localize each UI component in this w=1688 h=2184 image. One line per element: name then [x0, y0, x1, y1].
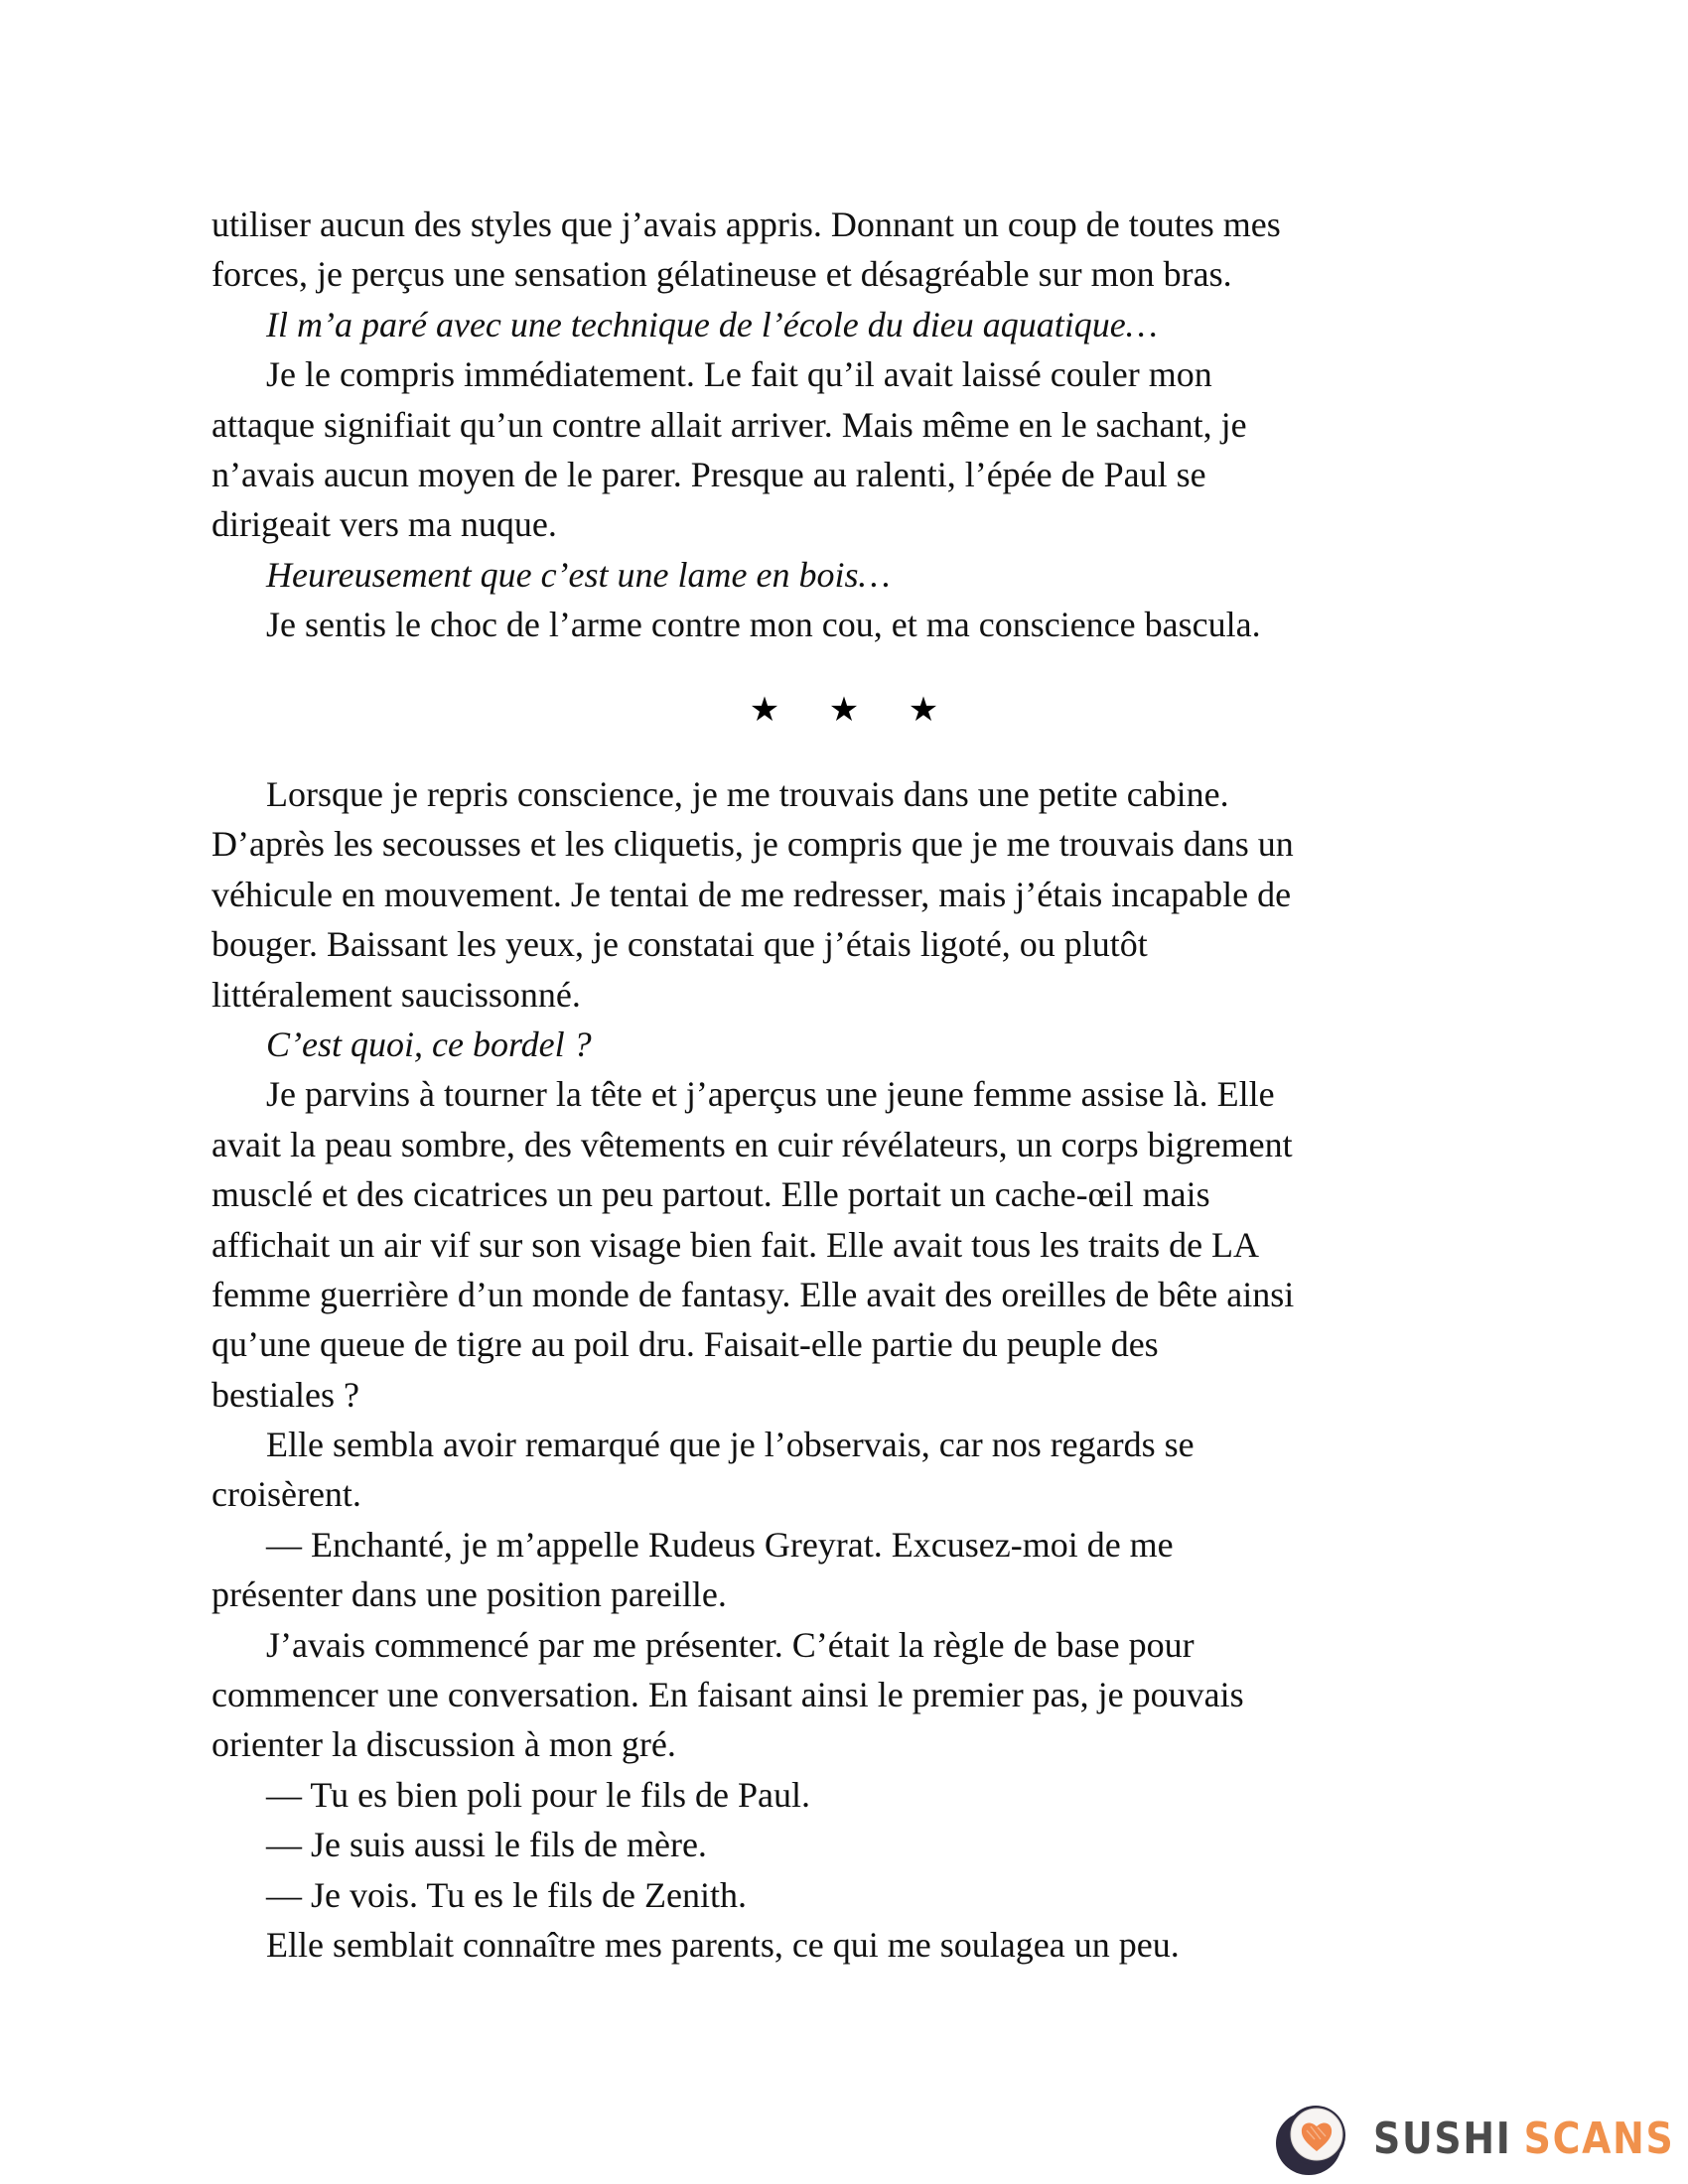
text-line: Elle semblait connaître mes parents, ce qui me soulagea un peu.: [266, 1924, 1180, 1965]
sushi-roll-heart-icon: [1271, 2100, 1356, 2179]
text-line: — Enchanté, je m’appelle Rudeus Greyrat. Excusez-moi de me: [266, 1524, 1174, 1565]
text-line: commencer une conversation. En faisant ainsi le premier pas, je pouvais: [211, 1675, 1244, 1715]
text-line: J’avais commencé par me présenter. C’était la règle de base pour: [266, 1624, 1195, 1665]
text-line: dirigeait vers ma nuque.: [211, 504, 557, 545]
text-line: affichait un air vif sur son visage bien fait. Elle avait tous les traits de LA: [211, 1224, 1260, 1265]
text-line: femme guerrière d’un monde de fantasy. Elle avait des oreilles de bête ainsi: [211, 1274, 1295, 1314]
scene-break: [735, 685, 953, 735]
text-line: croisèrent.: [211, 1474, 361, 1515]
text-line: musclé et des cicatrices un peu partout. Elle portait un cache-œil mais: [211, 1174, 1210, 1215]
text-line: Je sentis le choc de l’arme contre mon cou, et ma conscience bascula.: [266, 605, 1261, 645]
text-line: Heureusement que c’est une lame en bois…: [266, 554, 891, 595]
star-icon: ★: [749, 690, 780, 730]
text-line: attaque signifiait qu’un contre allait arriver. Mais même en le sachant, je: [211, 404, 1247, 445]
text-line: — Je vois. Tu es le fils de Zenith.: [266, 1874, 747, 1915]
star-icon: ★: [828, 690, 860, 730]
logo-word-sushi: SUSHI: [1373, 2114, 1512, 2164]
logo-wordmark: [1373, 2115, 1674, 2164]
text-line: Je parvins à tourner la tête et j’aperçus une jeune femme assise là. Elle: [266, 1074, 1275, 1115]
text-block-before-break: [211, 200, 1502, 650]
text-line: Elle sembla avoir remarqué que je l’observais, car nos regards se: [266, 1425, 1195, 1465]
text-block-after-break: [211, 769, 1502, 1970]
text-line: littéralement saucissonné.: [211, 974, 581, 1015]
text-line: D’après les secousses et les cliquetis, je compris que je me trouvais dans un: [211, 824, 1294, 865]
sushi-scans-logo: [1271, 2100, 1688, 2179]
text-line: Il m’a paré avec une technique de l’école du dieu aquatique…: [266, 304, 1158, 344]
text-line: bestiales ?: [211, 1374, 359, 1415]
text-line: bouger. Baissant les yeux, je constatai que j’étais ligoté, ou plutôt: [211, 924, 1148, 965]
text-line: véhicule en mouvement. Je tentai de me redresser, mais j’étais incapable de: [211, 874, 1292, 914]
text-line: — Je suis aussi le fils de mère.: [266, 1825, 707, 1865]
text-line: orienter la discussion à mon gré.: [211, 1724, 676, 1765]
text-line: n’avais aucun moyen de le parer. Presque au ralenti, l’épée de Paul se: [211, 454, 1206, 494]
star-icon: ★: [908, 690, 939, 730]
text-line: présenter dans une position pareille.: [211, 1574, 727, 1615]
text-line: Je le compris immédiatement. Le fait qu’il avait laissé couler mon: [266, 354, 1212, 395]
text-line: — Tu es bien poli pour le fils de Paul.: [266, 1774, 810, 1815]
text-line: Lorsque je repris conscience, je me trouvais dans une petite cabine.: [266, 774, 1229, 814]
logo-word-scans: SCANS: [1523, 2114, 1675, 2164]
text-line: forces, je perçus une sensation gélatineuse et désagréable sur mon bras.: [211, 254, 1232, 295]
text-line: utiliser aucun des styles que j’avais appris. Donnant un coup de toutes mes: [211, 205, 1281, 244]
text-line: qu’une queue de tigre au poil dru. Faisait-elle partie du peuple des: [211, 1324, 1159, 1365]
text-line: C’est quoi, ce bordel ?: [266, 1024, 592, 1064]
text-line: avait la peau sombre, des vêtements en cuir révélateurs, un corps bigrement: [211, 1124, 1293, 1164]
